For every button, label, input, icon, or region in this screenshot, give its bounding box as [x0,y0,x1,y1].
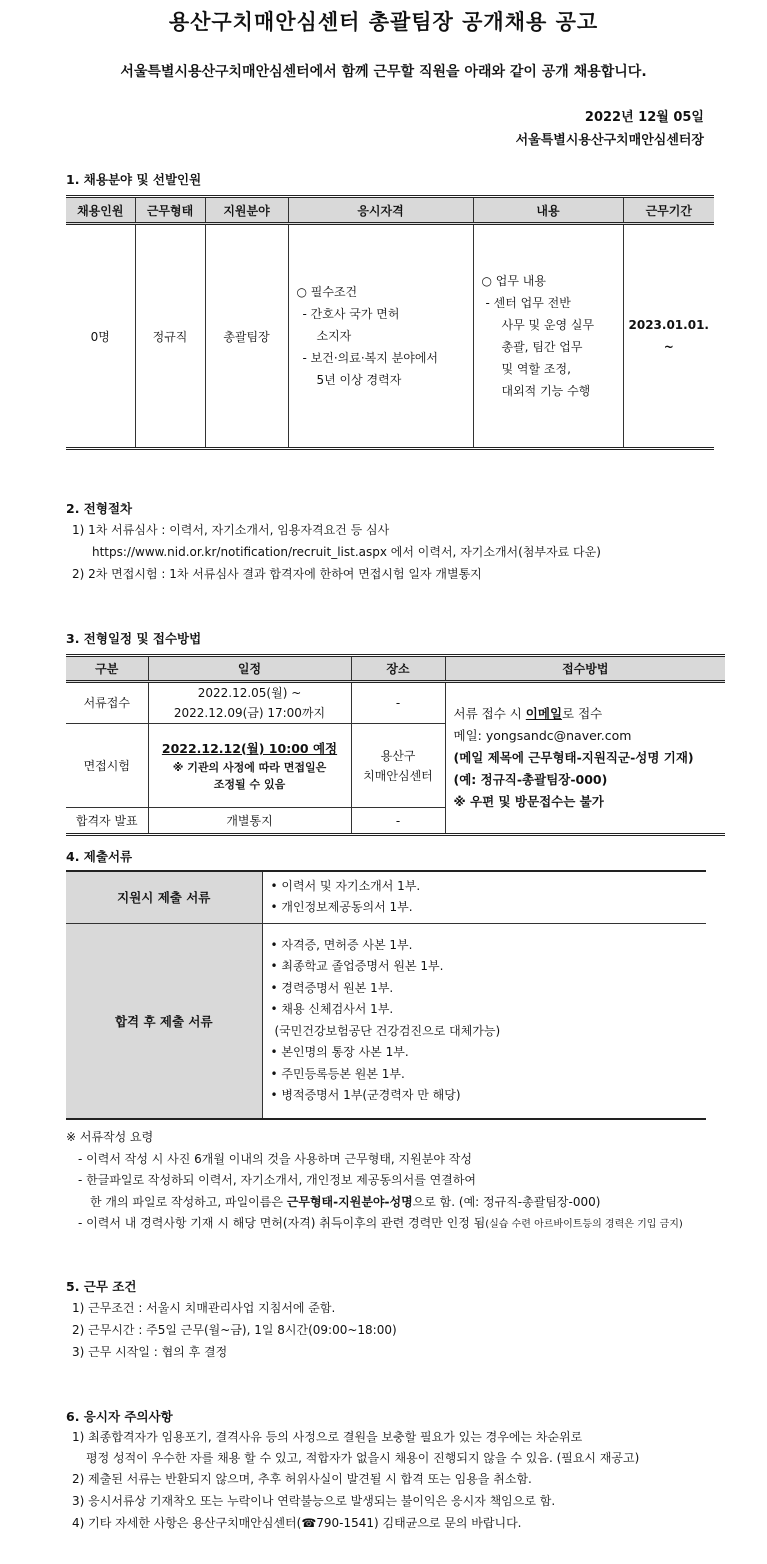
col-header: 장소 [351,656,445,682]
qual-line: - 간호사 국가 면허 [302,307,400,321]
qual-line: - 보건·의료·복지 분야에서 [302,351,439,365]
issuer: 서울특별시용산구치매안심센터장 [515,133,704,148]
condition-line: 3) 근무 시작일 : 협의 후 결정 [72,1345,228,1359]
note-text: - 이력서 내 경력사항 기재 시 해당 면허(자격) 취득이후의 관련 경력만 인정 됨 [78,1216,486,1230]
issue-block [516,106,704,152]
content-line: - 센터 업무 전반 [485,296,571,310]
doc-item: • 최종학교 졸업증명서 원본 1부. [271,956,707,978]
note-emphasis: 근무형태-지원분야-성명 [286,1194,413,1209]
work-period [623,224,714,449]
section5-title: 5. 근무 조건 [66,1279,137,1294]
schedule-date: 개별통지 [148,808,351,835]
doc-item: • 개인정보제공동의서 1부. [271,897,707,919]
method-line [454,703,726,725]
section4-title: 4. 제출서류 [66,849,133,864]
pass-docs-list [262,923,706,1119]
note-text: 한 개의 파일로 작성하고, 파일이름은 [90,1194,287,1209]
pass-docs-head: 합격 후 제출 서류 [66,923,262,1119]
schedule-note: 조정될 수 있음 [213,777,286,791]
method-line: (예: 정규직-총괄팀장-000) [453,772,608,787]
method-text: 서류 접수 시 [453,706,526,721]
job-content [473,224,623,449]
qual-line: ○ 필수조건 [296,285,358,299]
writing-notes [66,1127,683,1236]
qual-line: 소지자 [316,329,352,343]
qual-line: 5년 이상 경력자 [316,373,402,387]
schedule-table [66,654,725,836]
col-header: 지원분야 [205,197,288,224]
schedule-date-line: 2022.12.09(금) 17:00까지 [173,706,326,720]
col-header: 접수방법 [445,656,725,682]
schedule-place: - [351,682,445,724]
documents-table [66,870,706,1120]
schedule-place: - [351,808,445,835]
job-field: 총괄팀장 [205,224,288,449]
schedule-date [148,724,351,808]
employment-type: 정규직 [135,224,205,449]
section3-title: 3. 전형일정 및 접수방법 [66,631,202,646]
schedule-label: 면접시험 [66,724,148,808]
method-email-emphasis: 이메일 [525,706,563,721]
caution-line: 1) 최종합격자가 임용포기, 결격사유 등의 사정으로 결원을 보충할 필요가 있는 경우에는 차순위로 [72,1430,583,1444]
doc-item: • 본인명의 통장 사본 1부. [271,1042,707,1064]
apply-docs-list [262,871,706,923]
qualifications [288,224,473,449]
procedure-url-line: https://www.nid.or.kr/notification/recruit_list.aspx 에서 이력서, 자기소개서(첨부자료 다운) [92,545,601,559]
issue-date: 2022년 12월 05일 [584,110,704,125]
recruitment-table [66,195,714,450]
condition-line: 2) 근무시간 : 주5일 근무(월~금), 1일 8시간(09:00~18:00) [72,1323,397,1337]
note-text: 으로 함. (예: 정규직-총괄팀장-000) [412,1194,601,1209]
recruit-count: 0명 [66,224,135,449]
period-start: 2023.01.01. [628,318,709,332]
col-header: 근무형태 [135,197,205,224]
doc-item: • 채용 신체검사서 1부. [271,999,707,1021]
method-line: (메일 제목에 근무형태-지원직군-성명 기재) [453,750,694,765]
content-line: 및 역할 조정, [501,362,571,376]
note-small: (실습 수련 아르바이트등의 경력은 기입 금지) [485,1219,683,1230]
place-line: 치매안심센터 [363,768,433,783]
section1-title: 1. 채용분야 및 선발인원 [66,172,202,187]
col-header: 내용 [473,197,623,224]
col-header: 응시자격 [288,197,473,224]
col-header: 채용인원 [66,197,135,224]
schedule-place [351,724,445,808]
method-line: ※ 우편 및 방문접수는 불가 [453,794,604,809]
schedule-date [148,682,351,724]
section2-title: 2. 전형절차 [66,501,133,516]
caution-line: 2) 제출된 서류는 반환되지 않으며, 추후 허위사실이 발견될 시 합격 또는 임용을 취소함. [72,1472,532,1486]
col-header: 구분 [66,656,148,682]
method-email: 메일: yongsandc@naver.com [453,728,632,743]
content-line: ○ 업무 내용 [481,274,546,288]
note-line: - 한글파일로 작성하되 이력서, 자기소개서, 개인정보 제공동의서를 연결하여 [78,1173,477,1187]
content-line: 사무 및 운영 실무 [501,318,595,332]
period-tilde: ~ [663,340,674,354]
doc-item: • 자격증, 면허증 사본 1부. [271,935,707,957]
schedule-label: 합격자 발표 [66,808,148,835]
page-title: 용산구치매안심센터 총괄팀장 공개채용 공고 [168,10,599,34]
schedule-date-line: 2022.12.05(월) ~ [197,686,302,700]
doc-item: • 병적증명서 1부(군경력자 만 해당) [271,1085,707,1107]
notes-head: ※ 서류작성 요령 [66,1130,154,1144]
method-text: 로 접수 [562,706,603,721]
condition-line: 1) 근무조건 : 서울시 치매관리사업 지침서에 준함. [72,1301,336,1315]
procedure-line: 2) 2차 면접시험 : 1차 서류심사 결과 합격자에 한하여 면접시험 일자 개별통지 [72,567,482,581]
content-line: 총괄, 팀간 업무 [501,340,583,354]
doc-item: • 이력서 및 자기소개서 1부. [271,876,707,898]
note-line: - 이력서 작성 시 사진 6개월 이내의 것을 사용하며 근무형태, 지원분야 작성 [78,1151,472,1166]
col-header: 근무기간 [623,197,714,224]
col-header: 일정 [148,656,351,682]
caution-line: 3) 응시서류상 기재착오 또는 누락이나 연락불능으로 발생되는 불이익은 응시자 책임으로 함. [72,1494,556,1508]
section6-title: 6. 응시자 주의사항 [66,1409,173,1424]
note-line [66,1213,683,1236]
note-line [66,1192,683,1214]
schedule-date-line: 2022.12.12(월) 10:00 예정 [161,740,338,756]
caution-line: 평정 성적이 우수한 자를 채용 할 수 있고, 적합자가 없을시 채용이 진행되지 않을 수 있음. (필요시 재공고) [86,1451,640,1465]
place-line: 용산구 [380,748,416,763]
doc-item: • 주민등록등본 원본 1부. [271,1064,707,1086]
submission-method [445,682,725,835]
content-line: 대외적 기능 수행 [501,384,591,398]
doc-item: • 경력증명서 원본 1부. [271,978,707,1000]
doc-item-note: (국민건강보험공단 건강검진으로 대체가능) [274,1023,501,1038]
apply-docs-head: 지원시 제출 서류 [66,871,262,923]
page-subtitle: 서울특별시용산구치매안심센터에서 함께 근무할 직원을 아래와 같이 공개 채용합니다. [120,64,647,80]
procedure-line: 1) 1차 서류심사 : 이력서, 자기소개서, 임용자격요건 등 심사 [72,523,390,537]
schedule-label: 서류접수 [66,682,148,724]
schedule-note: ※ 기관의 사정에 따라 면접일은 [172,760,327,774]
caution-contact-line: 4) 기타 자세한 사항은 용산구치매안심센터(☎790-1541) 김태균으로 문의 바랍니다. [72,1516,522,1530]
